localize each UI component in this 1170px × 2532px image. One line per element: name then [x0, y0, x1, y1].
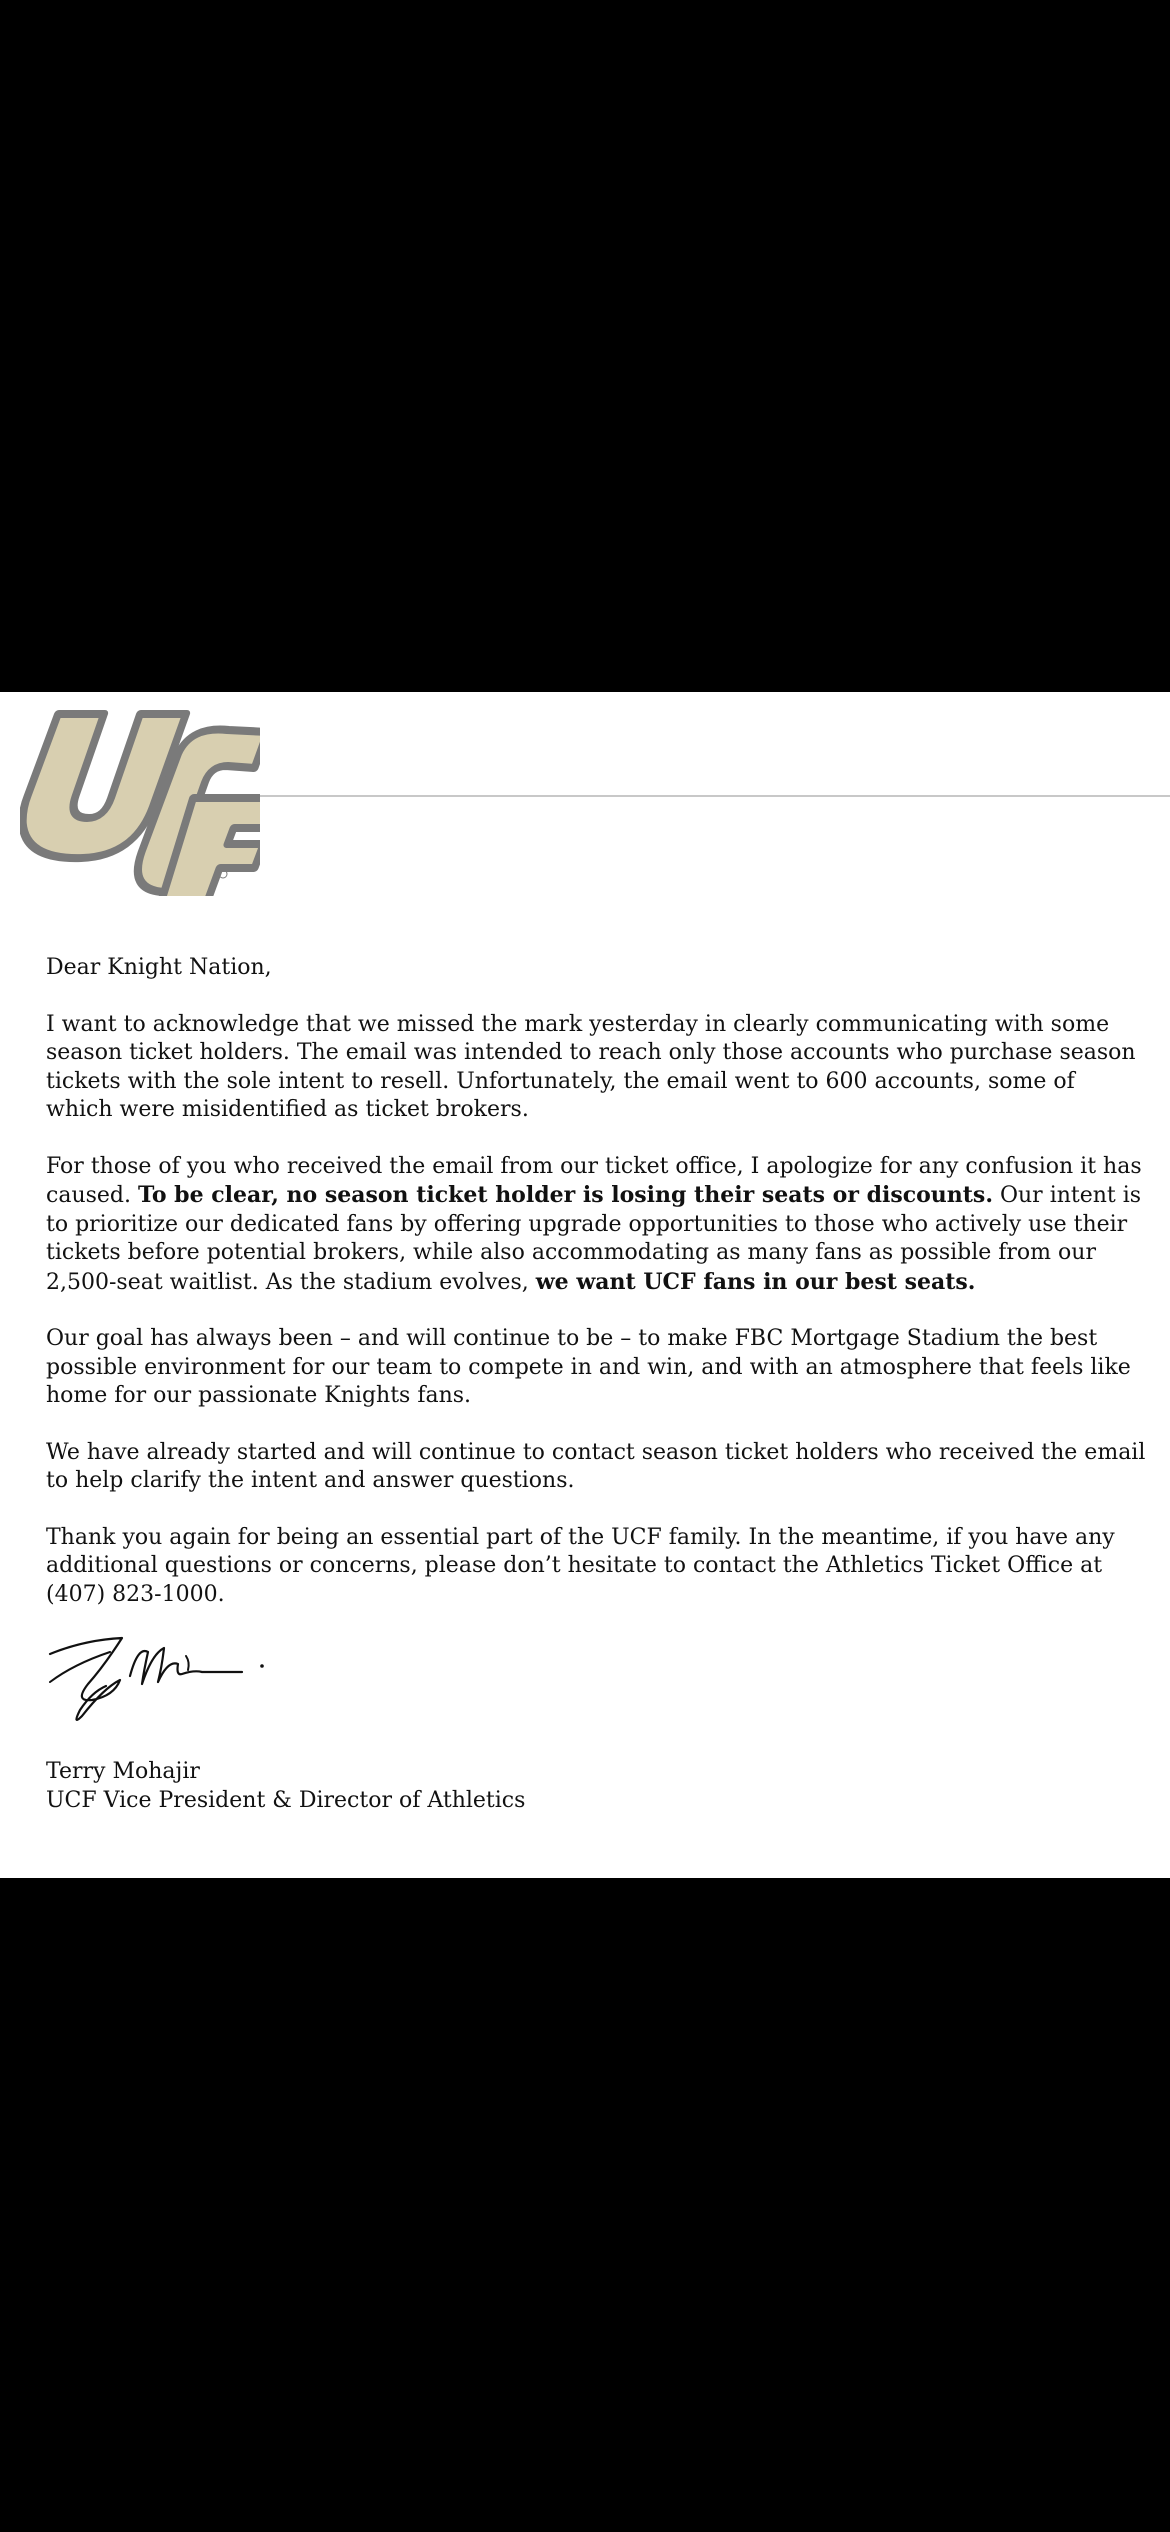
paragraph-2-bold-1: To be clear, no season ticket holder is losing their seats or discounts.: [138, 1182, 993, 1208]
paragraph-5: Thank you again for being an essential part of the UCF family. In the meantime, if you have any additional questions or concerns, please don’t hesitate to contact the Athletics Ticket Office at (407) 823-1000.: [46, 1524, 1115, 1607]
paragraph-2-text-a: For those of you who received the email from our ticket office, I apologize for any confusion it has caused.: [46, 1153, 1142, 1208]
paragraph-2-bold-2: we want UCF fans in our best seats.: [535, 1268, 976, 1295]
signer-title: UCF Vice President & Director of Athletics: [46, 1787, 526, 1813]
paragraph-1: I want to acknowledge that we missed the mark yesterday in clearly communicating with some season ticket holders. The email was intended to reach only those accounts who purchase season tickets with the sole intent to resell. Unfortunately, the email went to 600 accounts, some of which were misidentified as ticket brokers.: [46, 1011, 1136, 1122]
letter-page: [0, 692, 1170, 1878]
paragraph-3: Our goal has always been – and will continue to be – to make FBC Mortgage Stadium the best possible environment for our team to compete in and win, and with an atmosphere that feels like home for our passionate Knights fans.: [46, 1326, 1131, 1408]
paragraph-2-text-b: Our intent is to prioritize our dedicated fans by offering upgrade opportunities to those who actively use their tickets before potential brokers, while also accommodating as many fans as possible from our 2,500-seat waitlist. As the stadium evolves,: [46, 1183, 1142, 1295]
salutation: Dear Knight Nation,: [46, 955, 272, 980]
letter-body: [46, 954, 1146, 1637]
signoff-block: [46, 1758, 525, 1815]
signer-name: Terry Mohajir: [46, 1759, 200, 1784]
header-divider: [240, 795, 1170, 797]
paragraph-2: [46, 1153, 1146, 1298]
paragraph-4: We have already started and will continue to contact season ticket holders who received the email to help clarify the intent and answer questions.: [46, 1439, 1146, 1493]
ucf-logo: [20, 706, 260, 896]
handwritten-signature: [44, 1632, 284, 1722]
